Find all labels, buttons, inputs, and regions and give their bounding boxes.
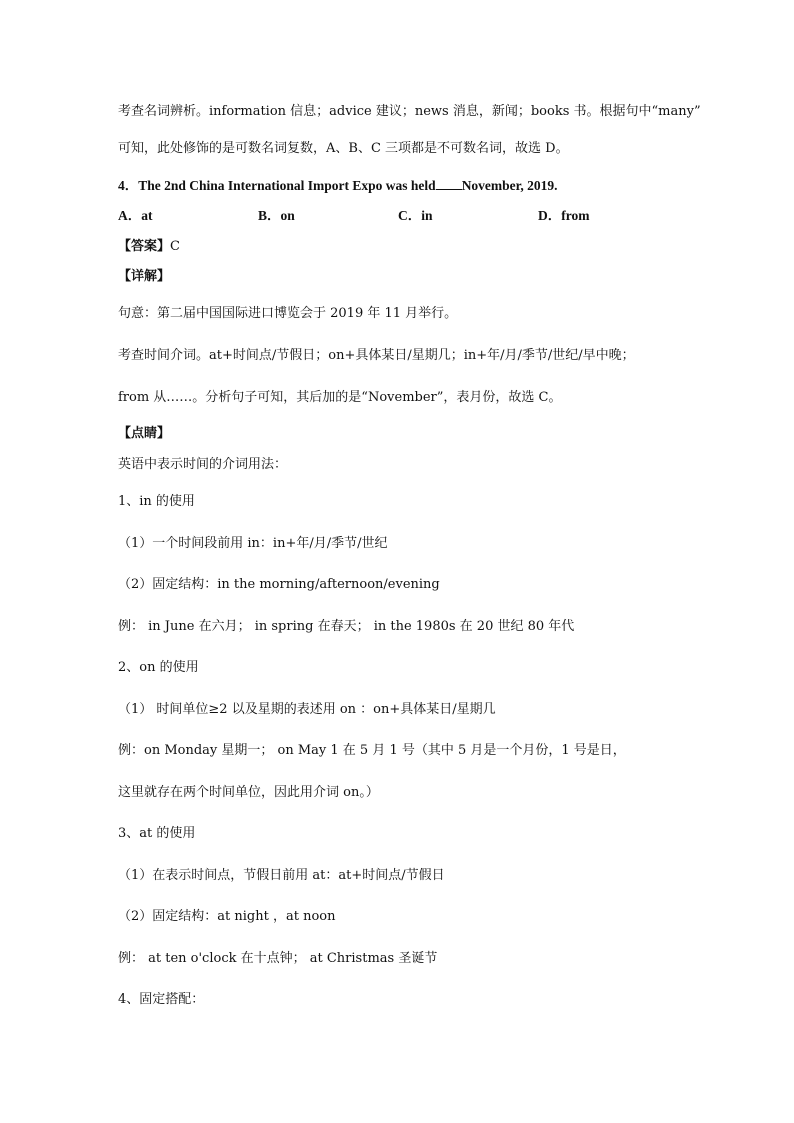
detail-line-3: from 从……。分析句子可知，其后加的是“November”，表月份，故选 C。: [118, 390, 562, 405]
explanation-line-1: 考查名词辨析。information 信息；advice 建议；news 消息，新闻；books 书。根据句中“many”: [118, 104, 701, 119]
explanation-line-2: 可知，此处修饰的是可数名词复数，A、B、C 三项都是不可数名词，故选 D。: [118, 141, 569, 156]
tip-line-10: 3、at 的使用: [118, 826, 196, 841]
option-b: B．on: [258, 208, 295, 223]
option-d: D．from: [538, 208, 590, 223]
question-stem: [118, 177, 558, 195]
tip-line-3: （1）一个时间段前用 in：in+年/月/季节/世纪: [118, 536, 388, 551]
tip-line-11: （1）在表示时间点，节假日前用 at：at+时间点/节假日: [118, 868, 445, 883]
tip-line-4: （2）固定结构：in the morning/afternoon/evening: [118, 577, 440, 592]
tip-line-9: 这里就存在两个时间单位，因此用介词 on。）: [118, 785, 379, 800]
detail-label: 【详解】: [118, 269, 171, 284]
question-stem-before: The 2nd China International Import Expo was held: [138, 178, 436, 193]
option-c: C．in: [398, 208, 433, 223]
detail-line-1: 句意：第二届中国国际进口博览会于 2019 年 11 月举行。: [118, 306, 458, 321]
tip-line-6: 2、on 的使用: [118, 660, 199, 675]
answer-blank: [436, 177, 462, 190]
detail-line-2: 考查时间介词。at+时间点/节假日；on+具体某日/星期几；in+年/月/季节/世纪/早中晚；: [118, 348, 635, 363]
answer-value: C: [170, 239, 180, 254]
tip-line-5: 例： in June 在六月； in spring 在春天； in the 1980s 在 20 世纪 80 年代: [118, 619, 575, 634]
tip-line-1: 英语中表示时间的介词用法：: [118, 457, 288, 472]
tip-line-13: 例： at ten o'clock 在十点钟； at Christmas 圣诞节: [118, 951, 438, 966]
question-options: [118, 207, 638, 225]
tip-line-14: 4、固定搭配：: [118, 992, 205, 1007]
answer-line: [118, 238, 180, 256]
option-a: A．at: [118, 208, 153, 223]
tip-line-12: （2）固定结构：at night ，at noon: [118, 909, 336, 924]
question-stem-after: November, 2019.: [461, 178, 558, 193]
tip-label: 【点睛】: [118, 426, 171, 441]
tip-line-2: 1、in 的使用: [118, 494, 195, 509]
answer-label: 【答案】: [118, 239, 171, 254]
question-number: 4．: [118, 178, 139, 193]
tip-line-7: （1） 时间单位≥2 以及星期的表述用 on ：on+具体某日/星期几: [118, 702, 496, 717]
tip-line-8: 例：on Monday 星期一； on May 1 在 5 月 1 号（其中 5 月是一个月份，1 号是日，: [118, 743, 626, 758]
